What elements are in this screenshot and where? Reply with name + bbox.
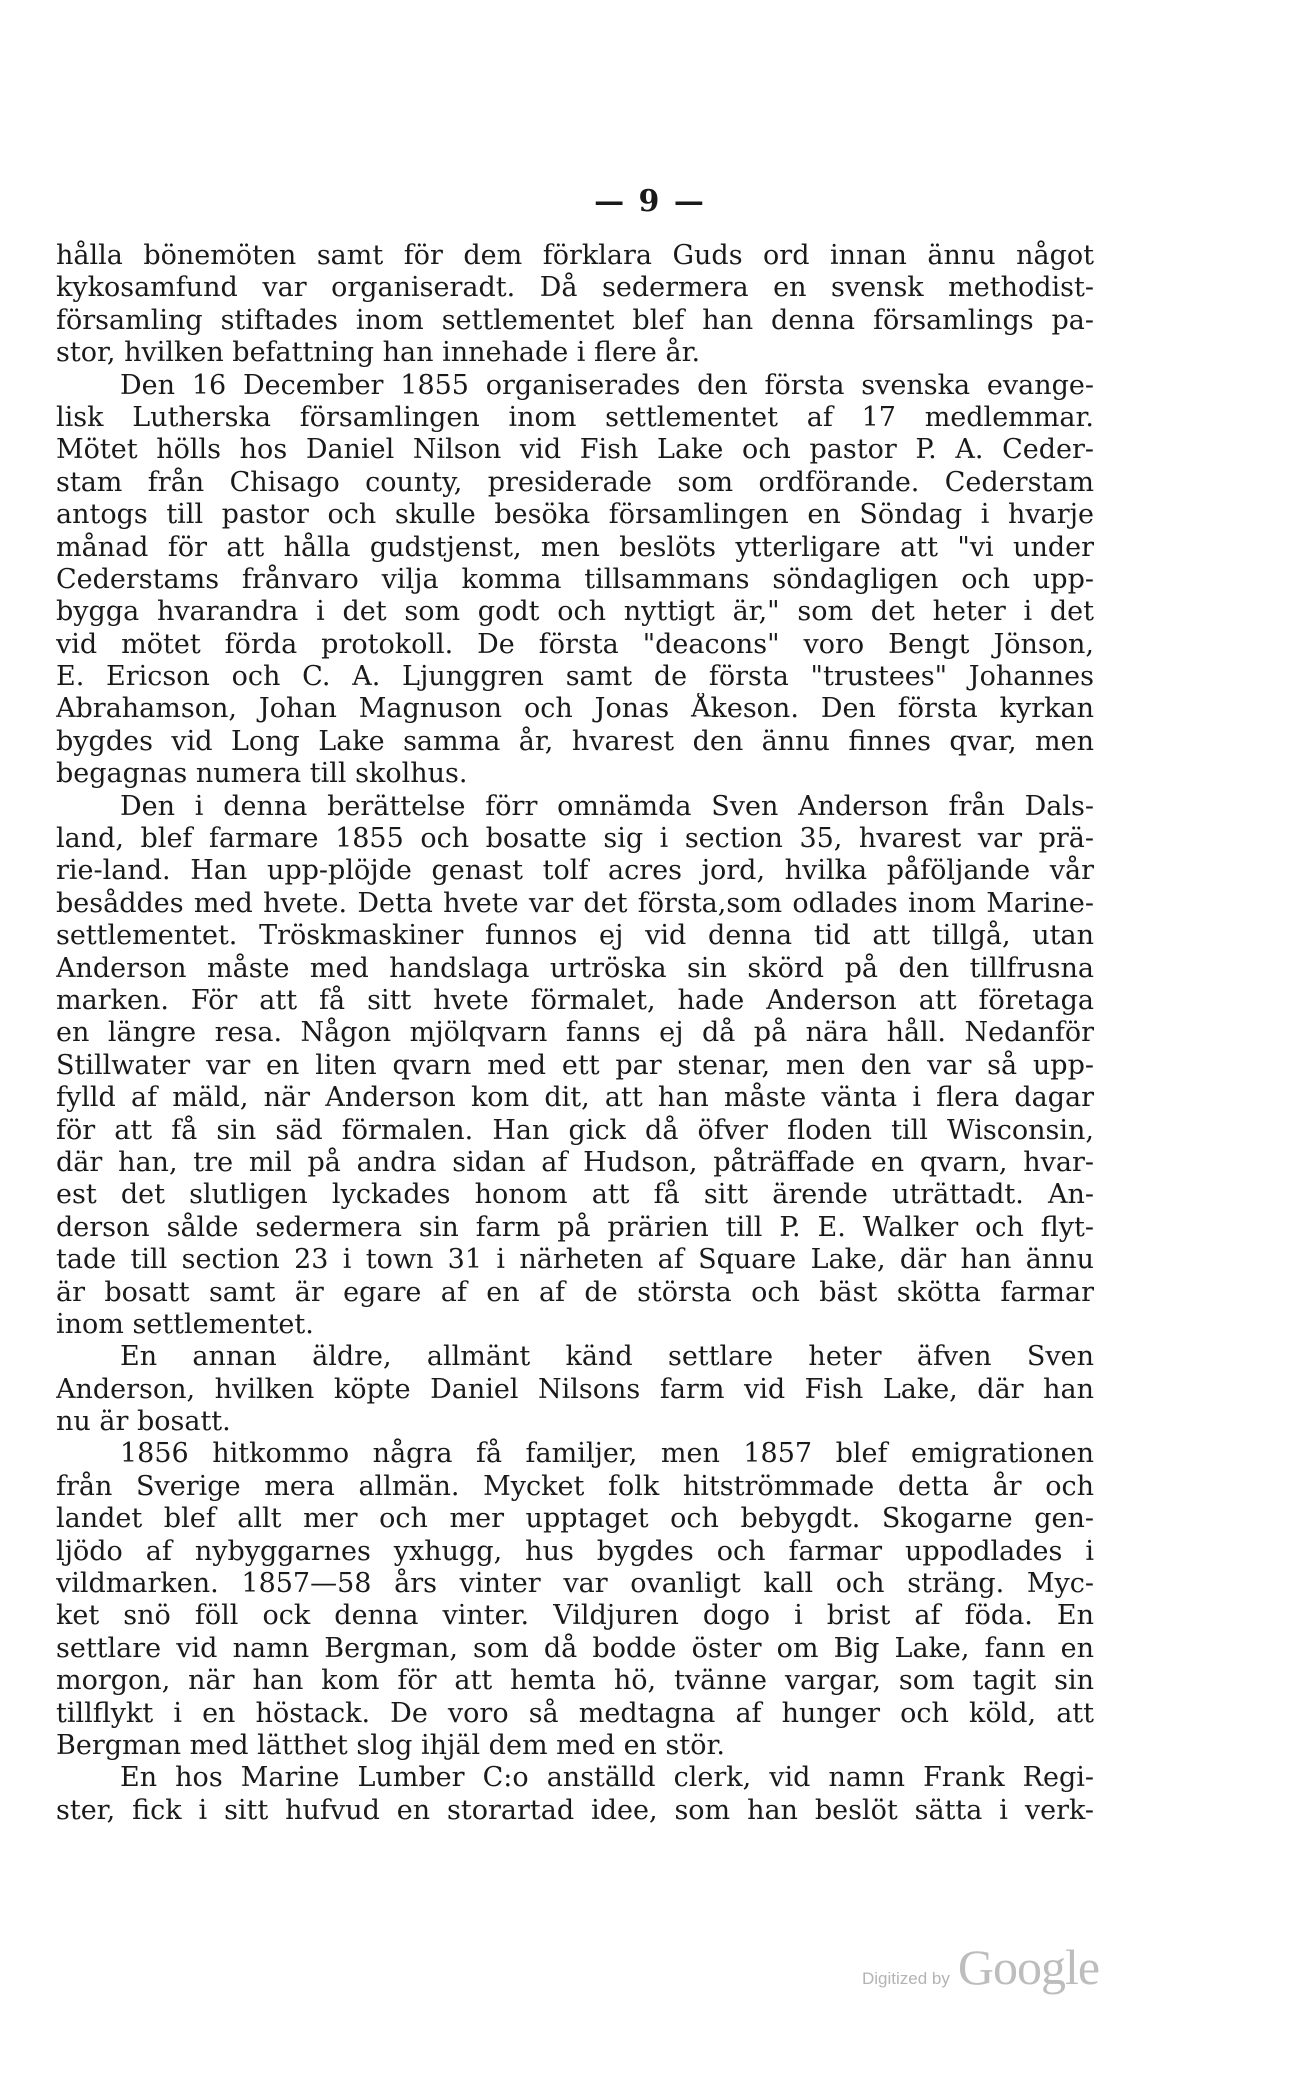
text-line: En hos Marine Lumber C:o anställd clerk, vid namn Frank Regi- (120, 1762, 1094, 1794)
text-line: från Sverige mera allmän. Mycket folk hitströmmade detta år och (56, 1470, 1094, 1502)
text-line: besåddes med hvete. Detta hvete var det första,som odlades inom Marine- (56, 887, 1094, 919)
text-line: ster, fick i sitt hufvud en storartad idee, som han beslöt sätta i verk- (56, 1794, 1094, 1826)
google-logo: Google (957, 1939, 1100, 1995)
text-line: fylld af mäld, när Anderson kom dit, att han måste vänta i flera dagar (56, 1082, 1094, 1114)
text-line: 1856 hitkommo några få familjer, men 1857 blef emigrationen (120, 1438, 1094, 1470)
text-line: där han, tre mil på andra sidan af Hudson, påträffade en qvarn, hvar- (56, 1146, 1094, 1178)
text-line: land, blef farmare 1855 och bosatte sig i section 35, hvarest var prä- (56, 823, 1094, 855)
text-line: E. Ericson och C. A. Ljunggren samt de första "trustees" Johannes (56, 661, 1094, 693)
text-line: morgon, när han kom för att hemta hö, tvänne vargar, som tagit sin (56, 1665, 1094, 1697)
text-line: bygdes vid Long Lake samma år, hvarest den ännu finnes qvar, men (56, 725, 1094, 757)
text-line: kykosamfund var organiseradt. Då sedermera en svensk methodist- (56, 272, 1094, 304)
text-line: settlementet. Tröskmaskiner funnos ej vid denna tid att tillgå, utan (56, 920, 1094, 952)
text-line: begagnas numera till skolhus. (56, 758, 468, 790)
text-line: antogs till pastor och skulle besöka församlingen en Söndag i hvarje (56, 499, 1094, 531)
text-line: församling stiftades inom settlementet blef han denna församlings pa- (56, 304, 1094, 336)
text-line: bygga hvarandra i det som godt och nyttigt är," som det heter i det (56, 596, 1094, 628)
text-line: en längre resa. Någon mjölqvarn fanns ej då på nära håll. Nedanför (56, 1017, 1094, 1049)
text-line: vildmarken. 1857—58 års vinter var ovanligt kall och sträng. Myc- (56, 1568, 1094, 1600)
text-line: tade till section 23 i town 31 i närheten af Square Lake, där han ännu (56, 1244, 1094, 1276)
text-line: hålla bönemöten samt för dem förklara Guds ord innan ännu något (56, 240, 1094, 271)
text-line: settlare vid namn Bergman, som då bodde öster om Big Lake, fann en (56, 1632, 1094, 1664)
text-line: Abrahamson, Johan Magnuson och Jonas Åkeson. Den första kyrkan (56, 693, 1094, 725)
text-line: Mötet hölls hos Daniel Nilson vid Fish Lake och pastor P. A. Ceder- (56, 434, 1094, 466)
page-number: — 9 — (594, 184, 706, 219)
text-line: månad för att hålla gudstjenst, men beslöts ytterligare att "vi under (56, 531, 1094, 563)
text-line: Den 16 December 1855 organiserades den första svenska evange- (120, 369, 1094, 401)
text-line: Anderson måste med handslaga urtröska sin skörd på den tillfrusna (56, 952, 1094, 984)
text-line: En annan äldre, allmänt känd settlare heter äfven Sven (120, 1341, 1094, 1373)
text-line: tillflykt i en höstack. De voro så medtagna af hunger och köld, att (56, 1697, 1094, 1729)
text-line: ket snö föll ock denna vinter. Vildjuren dogo i brist af föda. En (56, 1600, 1094, 1632)
text-line: för att få sin säd förmalen. Han gick då öfver floden till Wisconsin, (56, 1114, 1094, 1146)
text-line: Bergman med lätthet slog ihjäl dem med en stör. (56, 1729, 726, 1761)
text-line: Anderson, hvilken köpte Daniel Nilsons farm vid Fish Lake, där han (56, 1373, 1094, 1405)
text-line: vid mötet förda protokoll. De första "deacons" voro Bengt Jönson, (56, 628, 1094, 660)
text-line: ljödo af nybyggarnes yxhugg, hus bygdes och farmar uppodlades i (56, 1535, 1094, 1567)
text-line: Den i denna berättelse förr omnämda Sven Anderson från Dals- (120, 790, 1094, 822)
text-line: derson sålde sedermera sin farm på prärien till P. E. Walker och flyt- (56, 1211, 1094, 1243)
text-line: inom settlementet. (56, 1308, 314, 1340)
text-line: stam från Chisago county, presiderade som ordförande. Cederstam (56, 466, 1094, 498)
watermark-prefix: Digitized by (862, 1969, 950, 1988)
digitization-watermark (862, 1938, 1099, 1996)
text-line: landet blef allt mer och mer upptaget och bebygdt. Skogarne gen- (56, 1503, 1094, 1535)
text-line: Stillwater var en liten qvarn med ett par stenar, men den var så upp- (56, 1049, 1094, 1081)
text-line: est det slutligen lyckades honom att få sitt ärende uträttadt. An- (56, 1179, 1094, 1211)
text-line: stor, hvilken befattning han innehade i flere år. (56, 337, 701, 369)
text-line: lisk Lutherska församlingen inom settlementet af 17 medlemmar. (56, 401, 1094, 433)
text-line: är bosatt samt är egare af en af de största och bäst skötta farmar (56, 1276, 1094, 1308)
text-line: marken. För att få sitt hvete förmalet, hade Anderson att företaga (56, 984, 1094, 1016)
text-line: nu är bosatt. (56, 1406, 231, 1438)
body-text (56, 240, 1094, 1827)
text-line: rie-land. Han upp-plöjde genast tolf acres jord, hvilka påföljande vår (56, 855, 1094, 887)
text-line: Cederstams frånvaro vilja komma tillsammans söndagligen och upp- (56, 563, 1094, 595)
